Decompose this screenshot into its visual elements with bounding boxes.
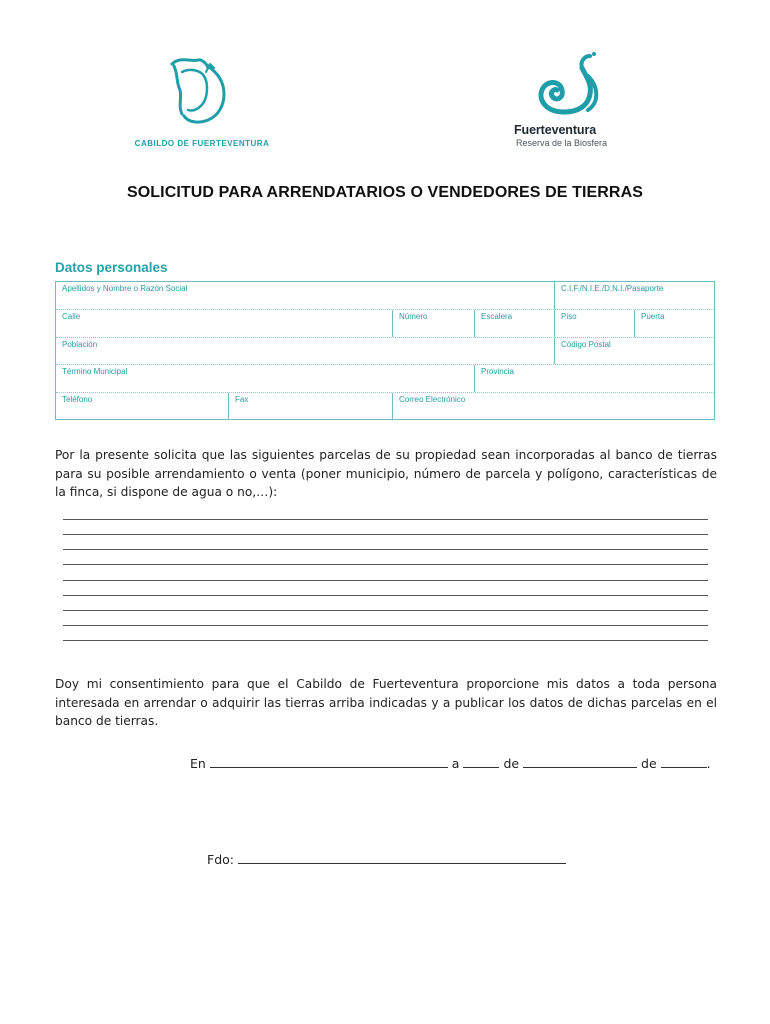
field-puerta[interactable] [634, 310, 716, 337]
biosphere-name: Fuerteventura [514, 123, 597, 137]
section-heading-datos-personales: Datos personales [55, 260, 168, 275]
writing-line[interactable] [63, 549, 708, 550]
year-blank[interactable] [661, 766, 707, 768]
form-row-address [56, 310, 714, 338]
document-title: SOLICITUD PARA ARRENDATARIOS O VENDEDORES DE TIERRAS [126, 184, 644, 201]
de-label: de [503, 756, 520, 771]
field-label: C.I.F./N.I.E./D.N.I./Pasaporte [561, 284, 664, 293]
de-label: de [641, 756, 657, 771]
form-row-municipio [56, 365, 714, 393]
cabildo-logo [134, 50, 270, 150]
writing-line[interactable] [63, 595, 708, 596]
field-provincia[interactable] [474, 365, 716, 392]
field-cif[interactable] [554, 282, 716, 309]
field-calle[interactable] [56, 310, 392, 337]
writing-line[interactable] [63, 610, 708, 611]
field-poblacion[interactable] [56, 338, 554, 364]
biosphere-subtitle: Reserva de la Biosfera [516, 138, 608, 148]
place-date-line [190, 756, 711, 771]
field-escalera[interactable] [474, 310, 554, 337]
day-blank[interactable] [463, 766, 499, 768]
personal-data-form [55, 281, 715, 420]
form-row-poblacion [56, 338, 714, 365]
field-label: Provincia [481, 367, 514, 376]
form-row-contact [56, 393, 714, 420]
a-label: a [451, 756, 460, 771]
month-blank[interactable] [523, 766, 637, 768]
field-apellidos[interactable] [56, 282, 554, 309]
writing-line[interactable] [63, 625, 708, 626]
field-label: Escalera [481, 312, 513, 321]
field-label: Término Municipal [62, 367, 128, 376]
consent-paragraph: Doy mi consentimiento para que el Cabildo de Fuerteventura proporcione mis datos a toda persona interesada en arrendar o adquirir las tierras arriba indicadas y a publicar los datos de dichas parcelas en el banco de tierras. [55, 677, 717, 728]
en-label: En [190, 756, 206, 771]
writing-line[interactable] [63, 580, 708, 581]
field-label: Apellidos y Nombre o Razón Social [62, 284, 188, 293]
field-label: Código Postal [561, 340, 611, 349]
form-row-name [56, 282, 714, 310]
field-numero[interactable] [392, 310, 474, 337]
field-piso[interactable] [554, 310, 634, 337]
writing-line[interactable] [63, 534, 708, 535]
field-fax[interactable] [228, 393, 392, 420]
cabildo-logo-text: CABILDO DE FUERTEVENTURA [134, 139, 270, 148]
field-codigo-postal[interactable] [554, 338, 716, 364]
field-correo[interactable] [392, 393, 716, 420]
field-termino-municipal[interactable] [56, 365, 474, 392]
period: . [706, 756, 711, 771]
field-label: Puerta [641, 312, 665, 321]
request-paragraph: Por la presente solicita que las siguientes parcelas de su propiedad sean incorporadas al banco de tierras para su posible arrendamiento o venta (poner municipio, número de parcela y polígono, características de la finca, si dispone de agua o no,…): [55, 448, 717, 499]
field-label: Número [399, 312, 428, 321]
field-label: Teléfono [62, 395, 93, 404]
writing-line[interactable] [63, 519, 708, 520]
signature-label: Fdo: [207, 852, 234, 867]
field-telefono[interactable] [56, 393, 228, 420]
writing-line[interactable] [63, 640, 708, 641]
signature-line [207, 852, 566, 867]
field-label: Piso [561, 312, 577, 321]
place-blank[interactable] [210, 766, 448, 768]
signature-blank[interactable] [238, 862, 566, 864]
field-label: Calle [62, 312, 81, 321]
writing-line[interactable] [63, 564, 708, 565]
field-label: Fax [235, 395, 249, 404]
field-label: Población [62, 340, 98, 349]
field-label: Correo Electrónico [399, 395, 466, 404]
